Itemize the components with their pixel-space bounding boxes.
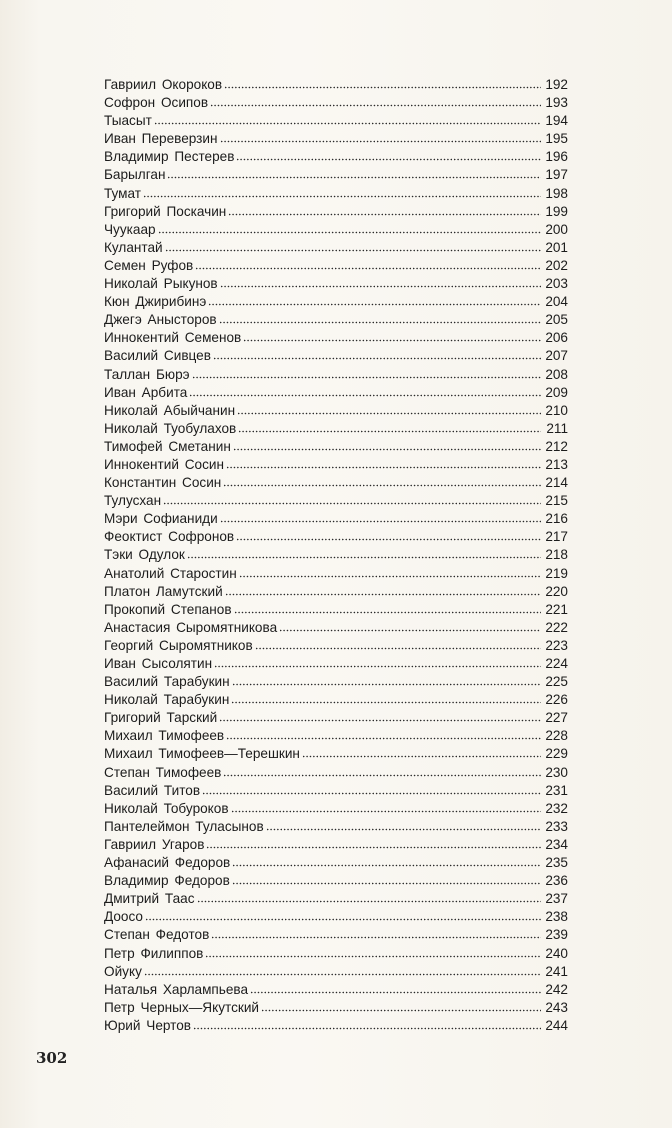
- toc-entry: [104, 93, 568, 111]
- toc-entry-page: 208: [545, 366, 568, 382]
- toc-entry: [104, 582, 568, 600]
- toc-entry-page: 201: [545, 239, 568, 255]
- toc-entry-name: Гавриил Окороков: [104, 77, 223, 92]
- dot-leader: [219, 709, 541, 723]
- toc-entry-page: 233: [545, 818, 568, 834]
- dot-leader: [214, 655, 541, 669]
- toc-entry: [104, 545, 568, 563]
- dot-leader: [220, 510, 541, 524]
- toc-entry-page: 229: [545, 746, 568, 762]
- toc-entry-name: Иван Переверзин: [104, 131, 218, 147]
- toc-entry: [104, 708, 568, 726]
- toc-entry-name: Петр Филиппов: [104, 945, 204, 961]
- toc-entry-page: 243: [545, 999, 568, 1015]
- toc-entry-name: Михаил Тимофеев—Терешкин: [104, 746, 300, 762]
- toc-entry-name: Степан Федотов: [104, 927, 210, 943]
- toc-entry: [104, 292, 568, 310]
- dot-leader: [167, 166, 541, 180]
- toc-entry-page: 221: [545, 601, 568, 617]
- dot-leader: [238, 420, 541, 434]
- toc-entry-page: 202: [545, 257, 568, 273]
- toc-entry: [104, 835, 568, 853]
- toc-entry: [104, 437, 568, 455]
- toc-entry: [104, 401, 568, 419]
- toc-entry: [104, 220, 568, 238]
- dot-leader: [225, 583, 541, 597]
- dot-leader: [205, 945, 541, 959]
- toc-entry-name: Николай Абыйчанин: [104, 402, 236, 418]
- toc-entry-page: 194: [545, 113, 568, 129]
- table-of-contents: [104, 75, 568, 1034]
- toc-entry: [104, 165, 568, 183]
- toc-entry: [104, 202, 568, 220]
- toc-entry-name: Ойуку: [104, 963, 142, 979]
- toc-entry-name: Иван Сысолятин: [104, 656, 213, 671]
- toc-entry-page: 207: [545, 348, 568, 364]
- toc-entry-page: 213: [545, 456, 568, 472]
- toc-entry-name: Василий Сивцев: [104, 348, 211, 364]
- toc-entry-page: 193: [545, 95, 568, 111]
- dot-leader: [219, 311, 541, 325]
- toc-entry-page: 217: [545, 529, 568, 545]
- toc-entry-name: Таллан Бюрэ: [104, 366, 190, 382]
- dot-leader: [302, 745, 541, 759]
- toc-entry: [104, 527, 568, 545]
- toc-entry-page: 240: [545, 945, 568, 961]
- toc-entry-page: 206: [545, 330, 568, 346]
- toc-entry-page: 238: [545, 909, 568, 925]
- dot-leader: [234, 601, 541, 615]
- toc-entry-page: 239: [545, 927, 568, 943]
- dot-leader: [202, 782, 541, 796]
- toc-entry: [104, 238, 568, 256]
- dot-leader: [210, 94, 541, 108]
- toc-entry-name: Семен Руфов: [104, 257, 194, 273]
- toc-entry-name: Тэки Одулок: [104, 547, 185, 563]
- toc-entry: [104, 75, 568, 93]
- toc-entry-name: Тыасыт: [104, 113, 152, 129]
- toc-entry-page: 219: [545, 565, 568, 581]
- toc-entry-name: Афанасий Федоров: [104, 855, 231, 871]
- toc-entry-page: 226: [545, 692, 568, 708]
- toc-entry: [104, 799, 568, 817]
- toc-entry-page: 211: [546, 420, 568, 436]
- toc-entry-name: Анастасия Сыромятникова: [104, 619, 278, 635]
- toc-entry-page: 204: [545, 294, 568, 310]
- toc-entry-name: Георгий Сыромятников: [104, 637, 253, 653]
- toc-entry: [104, 690, 568, 708]
- dot-leader: [197, 890, 541, 904]
- dot-leader: [232, 673, 541, 687]
- dot-leader: [189, 384, 541, 398]
- dot-leader: [165, 239, 541, 253]
- toc-entry-page: 244: [545, 1017, 568, 1033]
- dot-leader: [223, 764, 541, 778]
- toc-entry-page: 205: [545, 312, 568, 328]
- toc-entry-name: Николай Тарабукин: [104, 692, 230, 708]
- dot-leader: [154, 112, 541, 126]
- dot-leader: [266, 818, 541, 832]
- toc-entry-page: 223: [545, 637, 568, 653]
- toc-entry-name: Феоктист Софронов: [104, 529, 235, 545]
- dot-leader: [236, 148, 541, 162]
- dot-leader: [279, 619, 541, 633]
- dot-leader: [255, 637, 541, 651]
- toc-entry-name: Константин Сосин: [104, 475, 222, 491]
- toc-entry-name: Степан Тимофеев: [104, 764, 222, 780]
- toc-entry-page: 212: [545, 438, 568, 454]
- toc-entry-page: 224: [545, 656, 568, 671]
- toc-entry-name: Софрон Осипов: [104, 95, 209, 111]
- toc-entry-page: 197: [545, 167, 568, 183]
- toc-entry-name: Прокопий Степанов: [104, 601, 232, 617]
- toc-entry-name: Кюн Джирибинэ: [104, 294, 207, 310]
- toc-entry: [104, 889, 568, 907]
- toc-entry: [104, 636, 568, 654]
- toc-entry-page: 200: [545, 221, 568, 237]
- dot-leader: [223, 474, 541, 488]
- toc-entry-name: Василий Тарабукин: [104, 674, 230, 690]
- toc-entry-page: 209: [545, 384, 568, 400]
- dot-leader: [220, 275, 541, 289]
- toc-entry: [104, 310, 568, 328]
- toc-entry: [104, 925, 568, 943]
- toc-entry-name: Николай Тобуроков: [104, 800, 229, 816]
- toc-entry-page: 199: [545, 203, 568, 219]
- toc-entry-page: 242: [545, 981, 568, 997]
- dot-leader: [231, 691, 541, 705]
- dot-leader: [226, 456, 541, 470]
- toc-entry-name: Чуукаар: [104, 221, 156, 237]
- dot-leader: [237, 402, 541, 416]
- toc-entry: [104, 473, 568, 491]
- toc-entry-name: Тимофей Сметанин: [104, 438, 231, 454]
- toc-entry: [104, 509, 568, 527]
- toc-entry-name: Гавриил Угаров: [104, 836, 205, 852]
- toc-entry: [104, 907, 568, 925]
- dot-leader: [211, 926, 541, 940]
- dot-leader: [143, 185, 541, 199]
- toc-entry: [104, 129, 568, 147]
- toc-entry-name: Николай Рыкунов: [104, 276, 218, 292]
- dot-leader: [232, 872, 541, 886]
- toc-entry: [104, 111, 568, 129]
- dot-leader: [213, 347, 541, 361]
- toc-entry-name: Барылган: [104, 167, 166, 183]
- dot-leader: [239, 565, 541, 579]
- toc-entry-page: 220: [545, 583, 568, 599]
- dot-leader: [193, 1017, 541, 1031]
- toc-entry: [104, 274, 568, 292]
- toc-entry-page: 222: [545, 619, 568, 635]
- toc-entry-page: 196: [545, 149, 568, 165]
- toc-entry: [104, 726, 568, 744]
- toc-entry-page: 237: [545, 891, 568, 907]
- toc-entry-name: Дмитрий Таас: [104, 891, 195, 907]
- toc-entry-page: 228: [545, 728, 568, 744]
- toc-entry: [104, 744, 568, 762]
- toc-entry: [104, 962, 568, 980]
- toc-entry: [104, 618, 568, 636]
- toc-entry: [104, 600, 568, 618]
- toc-entry-name: Иван Арбита: [104, 384, 188, 400]
- dot-leader: [250, 981, 541, 995]
- toc-entry-page: 195: [545, 131, 568, 147]
- dot-leader: [236, 528, 541, 542]
- dot-leader: [145, 908, 541, 922]
- dot-leader: [144, 963, 541, 977]
- toc-entry-name: Владимир Пестерев: [104, 149, 235, 165]
- toc-entry-page: 230: [545, 764, 568, 780]
- dot-leader: [195, 257, 541, 271]
- toc-entry: [104, 980, 568, 998]
- dot-leader: [261, 999, 541, 1013]
- toc-entry-name: Григорий Поскачин: [104, 203, 227, 219]
- toc-entry-page: 227: [545, 710, 568, 726]
- toc-entry: [104, 853, 568, 871]
- toc-entry-page: 241: [545, 963, 568, 979]
- toc-entry-name: Петр Черных—Якутский: [104, 999, 260, 1015]
- dot-leader: [226, 727, 541, 741]
- dot-leader: [231, 800, 541, 814]
- toc-entry: [104, 871, 568, 889]
- toc-entry-page: 215: [545, 493, 568, 509]
- toc-entry-name: Доосо: [104, 909, 143, 925]
- toc-entry-page: 231: [545, 782, 568, 798]
- toc-entry-name: Владимир Федоров: [104, 873, 230, 889]
- toc-entry: [104, 1016, 568, 1034]
- dot-leader: [163, 492, 541, 506]
- toc-entry-name: Платон Ламутский: [104, 583, 223, 599]
- dot-leader: [228, 203, 541, 217]
- dot-leader: [208, 293, 541, 307]
- toc-entry: [104, 147, 568, 165]
- dot-leader: [243, 329, 541, 343]
- toc-entry-page: 218: [545, 547, 568, 563]
- toc-entry: [104, 944, 568, 962]
- toc-entry: [104, 365, 568, 383]
- toc-entry-page: 198: [545, 185, 568, 201]
- toc-entry-page: 214: [545, 475, 568, 491]
- toc-entry-page: 216: [545, 511, 568, 527]
- page-number: 302: [36, 1049, 68, 1067]
- dot-leader: [220, 130, 541, 144]
- toc-entry: [104, 419, 568, 437]
- toc-entry: [104, 491, 568, 509]
- toc-entry-name: Иннокентий Семенов: [104, 330, 242, 346]
- toc-entry: [104, 564, 568, 582]
- toc-entry: [104, 328, 568, 346]
- toc-entry-name: Наталья Харлампьева: [104, 981, 249, 997]
- toc-entry-page: 203: [545, 276, 568, 292]
- toc-entry-page: 235: [545, 855, 568, 871]
- dot-leader: [224, 76, 541, 90]
- dot-leader: [192, 366, 541, 380]
- toc-entry-name: Василий Титов: [104, 782, 201, 798]
- toc-entry: [104, 455, 568, 473]
- toc-entry-name: Тумат: [104, 185, 142, 201]
- toc-entry-page: 236: [545, 873, 568, 889]
- toc-entry-page: 210: [545, 402, 568, 418]
- toc-entry: [104, 654, 568, 672]
- toc-entry-page: 234: [545, 836, 568, 852]
- dot-leader: [232, 854, 541, 868]
- toc-entry-name: Пантелеймон Туласынов: [104, 818, 264, 834]
- toc-entry-page: 232: [545, 800, 568, 816]
- toc-entry: [104, 256, 568, 274]
- toc-entry-page: 192: [545, 77, 568, 92]
- toc-entry: [104, 672, 568, 690]
- dot-leader: [233, 438, 541, 452]
- toc-entry-name: Юрий Чертов: [104, 1017, 191, 1033]
- toc-entry-name: Мэри Софианиди: [104, 511, 218, 527]
- dot-leader: [187, 546, 541, 560]
- toc-entry-name: Григорий Тарский: [104, 710, 218, 726]
- toc-entry: [104, 346, 568, 364]
- toc-entry: [104, 781, 568, 799]
- toc-entry-name: Иннокентий Сосин: [104, 456, 224, 472]
- toc-entry-name: Михаил Тимофеев: [104, 728, 225, 744]
- toc-entry: [104, 763, 568, 781]
- toc-entry: [104, 817, 568, 835]
- dot-leader: [158, 221, 541, 235]
- toc-entry-name: Кулантай: [104, 239, 163, 255]
- toc-entry: [104, 998, 568, 1016]
- toc-entry-name: Джегэ Анысторов: [104, 312, 217, 328]
- toc-entry-name: Анатолий Старостин: [104, 565, 237, 581]
- toc-entry: [104, 383, 568, 401]
- toc-entry: [104, 184, 568, 202]
- toc-entry-name: Николай Туобулахов: [104, 420, 237, 436]
- toc-entry-name: Тулусхан: [104, 493, 162, 509]
- toc-entry-page: 225: [545, 674, 568, 690]
- dot-leader: [206, 836, 541, 850]
